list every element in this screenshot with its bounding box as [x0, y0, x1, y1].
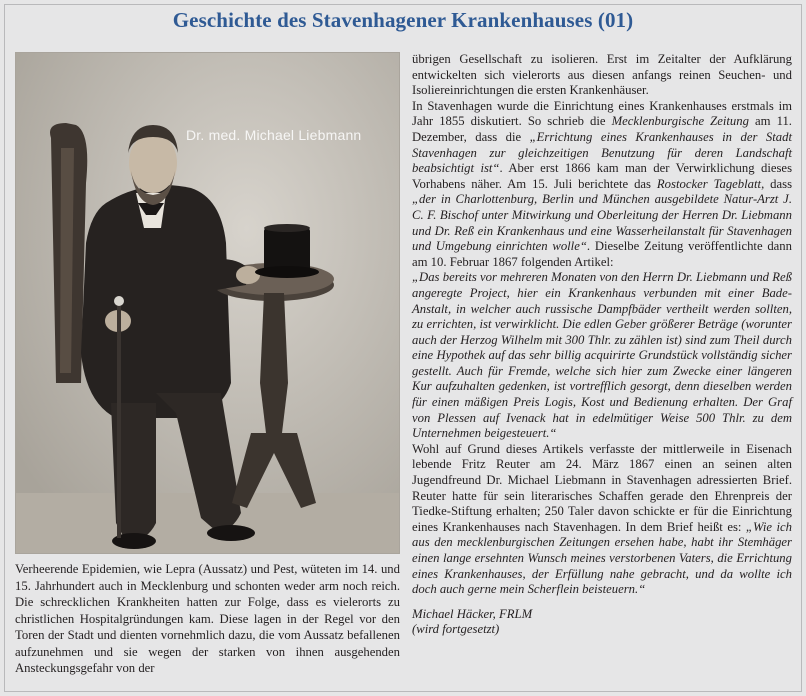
newspaper-quote: „Errichtung eines Krankenhauses in der Stadt Stavenhagen zur gleichzeitigen Benutzung für deren Landschaft beabsichtigt ist“	[412, 129, 792, 176]
article-quote: „Das bereits vor mehreren Monaten von den Herrn Dr. Liebmann und Reß angeregte Project, hier ein Krankenhaus verbunden mit einer Bade-Anstalt, in welcher auch russische Dampfbäder vertheilt werden sollten, zu errichten, ist verwirklicht. Die edlen Geber größerer Beträge (worunter auch der Herzog Wilhelm mit 300 Thlr. zu zählen ist) sind zum Theil durch eine Hypothek auf das sehr billig acquirirte Grundstück vollständig sicher gestellt. Auch für Fremde, welche sich hier zum Zwecke einer längeren Kur aufzuhalten gedenken, ist vortrefflich gesorgt, denn dieselben werden für einen mäßigen Preis Logis, Kost und Bedienung erhalten. Der Graf von Plessen auf Ivenack hat in edelmütiger Weise 500 Thlr. zu dem Unternehmen beigesteuert.“	[412, 270, 792, 441]
author-block	[412, 607, 792, 637]
portrait-photo	[15, 52, 400, 554]
newspaper-name: Rostocker Tageblatt	[656, 176, 762, 191]
text-segment: am 11. Dezember, dass die	[412, 114, 792, 144]
paragraph-reuter	[412, 442, 792, 598]
continuation-note: (wird fortgesetzt)	[412, 621, 500, 636]
photo-caption: Dr. med. Michael Liebmann	[186, 127, 362, 143]
text-segment: . Dieselbe Zeitung veröffentlichte dann am 10. Februar 1867 folgenden Artikel:	[412, 239, 792, 269]
text-segment: In Stavenhagen wurde die Einrichtung eines Krankenhauses erstmals im Jahr 1855 diskutiert. So schrieb die	[412, 98, 792, 129]
left-column-text: Verheerende Epidemien, wie Lepra (Aussatz) und Pest, wüteten im 14. und 15. Jahrhundert auch in Mecklenburg und schonten weder arm noch reich. Die schrecklichen Krankheiten hatten zur Folge, dass es vielerorts zu christlichen Hospitalgründungen kam. Diese lagen in der Regel vor den Toren der Stadt und dienten vornehmlich dazu, die vom Aussatz befallenen aufzunehmen und sie wegen der starken von ihnen ausgehenden Ansteckungsgefahr von der	[15, 562, 400, 675]
page-title: Geschichte des Stavenhagener Krankenhauses (01)	[172, 8, 634, 32]
letter-quote: „Wie ich aus den mecklenburgischen Zeitungen ersehen habe, habt ihr Stemhäger einen lange ersehnten Wunsch meines verstorbenen Vaters, die Errichtung eines Krankenhauses, der Erfüllung nahe gebracht, und da wollte ich doch auch gerne mein Scherflein beisteuern.“	[412, 519, 792, 597]
text-segment: , dass	[761, 176, 793, 191]
author-name: Michael Häcker, FRLM	[412, 606, 533, 621]
text-segment: Wohl auf Grund dieses Artikels verfasste der mittlerweile in Eisenach lebende Fritz Reuter am 24. März 1867 einen an seinen alten Jugendfreund Dr. Michael Liebmann in Stavenhagen adressierten Brief. Reuter hatte für sein literarisches Schaffen gerade den Ehrenpreis der Tiedke-Stiftung erhalten; 250 Taler davon schickte er für die Einrichtung eines Krankenhauses nach Stavenhagen. In dem Brief heißt es:	[412, 441, 792, 534]
newspaper-quote: „der in Charlottenburg, Berlin und München ausgebildete Natur-Arzt J. C. F. Bischof unter Mitwirkung und Oberleitung der Herren Dr. Liebmann und Dr. Reß ein Krankenhaus und eine Wasserheilanstalt für Stavenhagen und Umgebung einrichten wolle“	[412, 192, 792, 254]
paragraph-history	[412, 99, 792, 271]
paragraph-intro: übrigen Gesellschaft zu isolieren. Erst im Zeitalter der Aufklärung entwickelten sich vielerorts aus diesen anfangs reinen Seuchen- und Isoliereinrichtungen die ersten Krankenhäuser.	[412, 52, 792, 98]
text-segment: . Aber erst 1866 kam man der Verwirklichung dieses Vorhabens näher. Am 15. Juli berichtete das	[412, 161, 793, 191]
newspaper-name: Mecklenburgische Zeitung	[611, 114, 749, 129]
right-column	[412, 52, 792, 637]
